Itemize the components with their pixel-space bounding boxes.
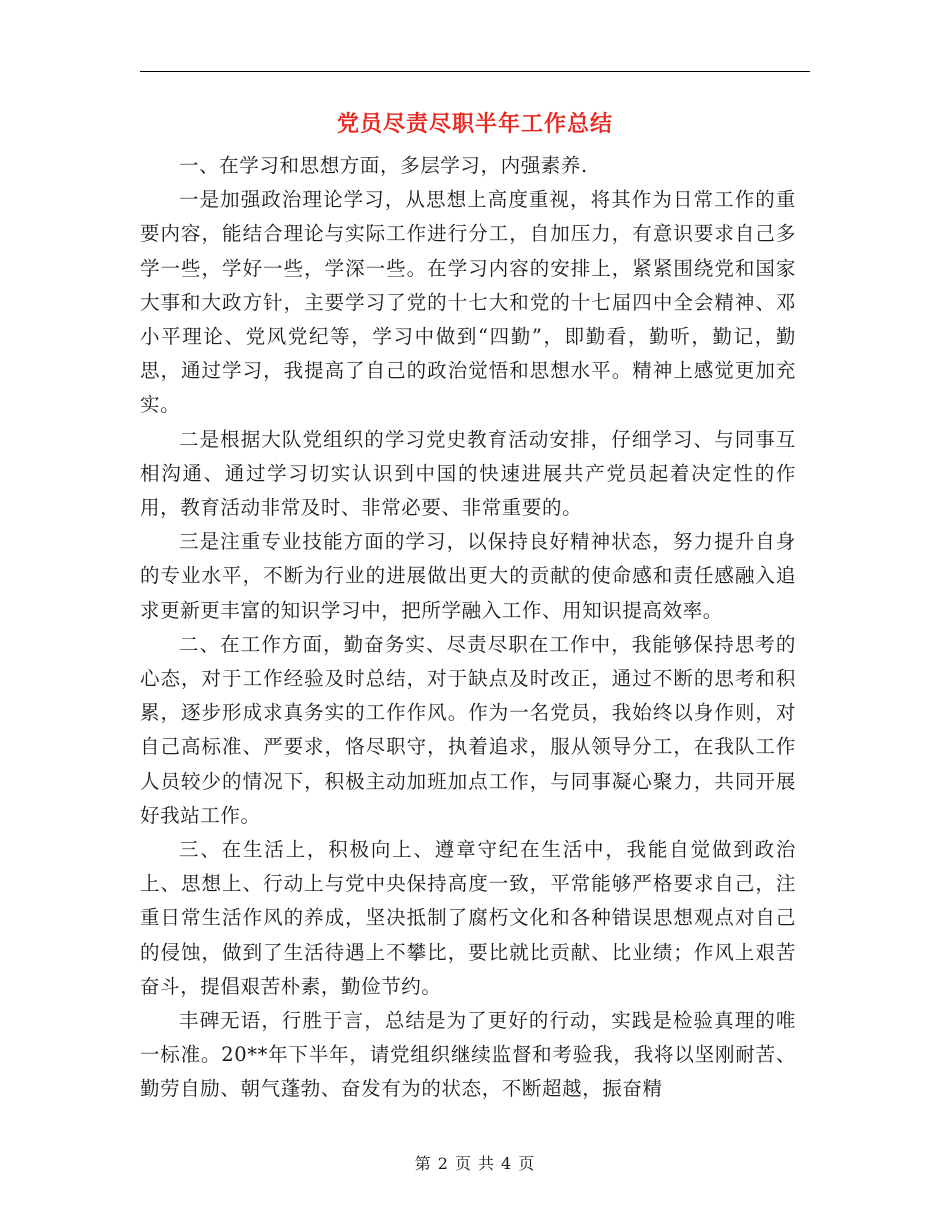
paragraph-theory-study: 一是加强政治理论学习，从思想上高度重视，将其作为日常工作的重要内容，能结合理论与实际工作进行分工，自加压力，有意识要求自己多学一些，学好一些，学深一些。在学习内容的安排上，紧紧围绕党和国家大事和大政方针，主要学习了党的十七大和党的十七届四中全会精神、邓小平理论、党风党纪等，学习中做到“四勤”，即勤看，勤听，勤记，勤思，通过学习，我提高了自己的政治觉悟和思想水平。精神上感觉更加充实。 (140, 188, 796, 417)
paragraph-conclusion: 丰碑无语，行胜于言，总结是为了更好的行动，实践是检验真理的唯一标准。20**年下半年，请党组织继续监督和考验我，我将以坚刚耐苦、勤劳自励、朝气蓬勃、奋发有为的状态，不断超越，振奋精 (140, 1009, 796, 1101)
footer-prefix: 第 (414, 1154, 432, 1173)
footer-current-page: 2 (437, 1154, 449, 1173)
paragraph-life: 三、在生活上，积极向上、遵章守纪在生活中，我能自觉做到政治上、思想上、行动上与党中央保持高度一致，平常能够严格要求自己，注重日常生活作风的养成，坚决抵制了腐朽文化和各种错误思想观点对自己的侵蚀，做到了生活待遇上不攀比，要比就比贡献、比业绩；作风上艰苦奋斗，提倡艰苦朴素，勤俭节约。 (140, 838, 796, 998)
header-rule (140, 71, 810, 72)
footer-total-pages: 4 (501, 1154, 513, 1173)
footer-middle: 页 共 (454, 1154, 496, 1173)
document-body (140, 149, 796, 1107)
paragraph-section-1-heading: 一、在学习和思想方面，多层学习，内强素养. (179, 154, 588, 177)
paragraph-work: 二、在工作方面，勤奋务实、尽责尽职在工作中，我能够保持思考的心态，对于工作经验及时总结，对于缺点及时改正，通过不断的思考和积累，逐步形成求真务实的工作作风。作为一名党员，我始终以身作则，对自己高标准、严要求，恪尽职守，执着追求，服从领导分工，在我队工作人员较少的情况下，积极主动加班加点工作，与同事凝心聚力，共同开展好我站工作。 (140, 632, 796, 827)
paragraph-party-history: 二是根据大队党组织的学习党史教育活动安排，仔细学习、与同事互相沟通、通过学习切实认识到中国的快速进展共产党员起着决定性的作用，教育活动非常及时、非常必要、非常重要的。 (140, 427, 796, 520)
footer-suffix: 页 (518, 1154, 536, 1173)
document-title: 党员尽责尽职半年工作总结 (336, 111, 613, 137)
page-footer (0, 1151, 950, 1174)
paragraph-professional-skills: 三是注重专业技能方面的学习，以保持良好精神状态，努力提升自身的专业水平，不断为行业的进展做出更大的贡献的使命感和责任感融入追求更新更丰富的知识学习中，把所学融入工作、用知识提高效率。 (140, 530, 796, 622)
